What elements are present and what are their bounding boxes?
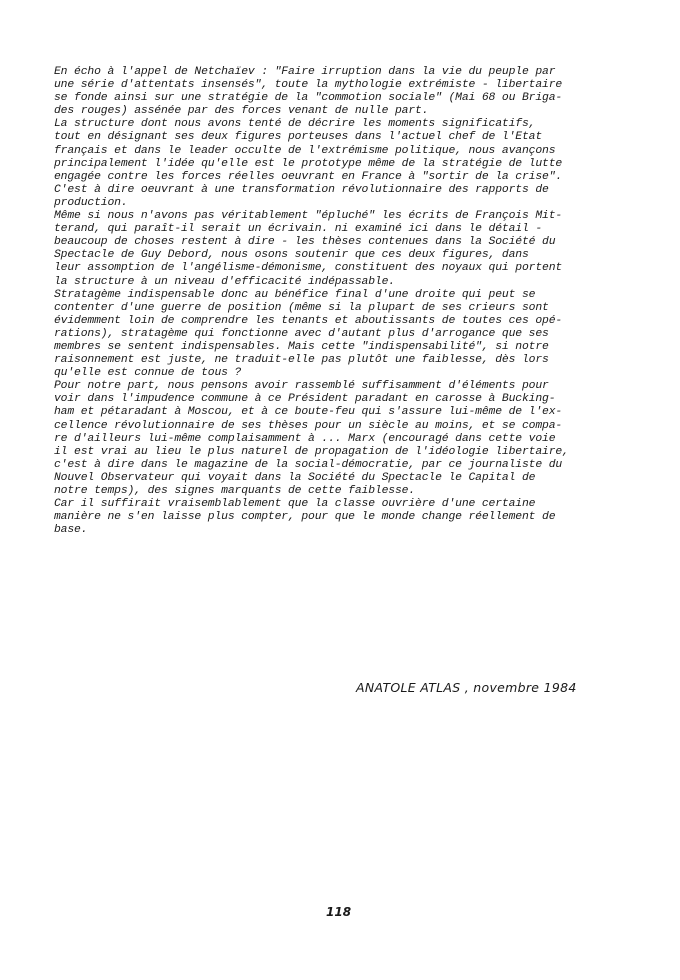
text-line: Même si nous n'avons pas véritablement "épluché" les écrits de François Mit- — [54, 210, 563, 223]
text-line: des rouges) assénée par des forces venant de nulle part. — [54, 105, 429, 118]
text-line: rations), stratagème qui fonctionne avec d'autant plus d'arrogance que ses — [54, 327, 549, 340]
text-line: Pour notre part, nous pensons avoir rassemblé suffisamment d'éléments pour — [54, 380, 549, 393]
text-line: Stratagème indispensable donc au bénéfice final d'une droite qui peut se — [54, 288, 536, 301]
text-line: notre temps), des signes marquants de cette faiblesse. — [54, 485, 416, 497]
text-line: base. — [54, 524, 88, 537]
text-line: re d'ailleurs lui-même complaisamment à ... Marx (encouragé dans cette voie — [54, 432, 556, 445]
text-line: tout en désignant ses deux figures porteuses dans l'actuel chef de l'Etat — [54, 131, 543, 144]
text-line: Car il suffirait vraisemblablement que la classe ouvrière d'une certaine — [54, 498, 536, 511]
text-line: Nouvel Observateur qui voyait dans la Société du Spectacle le Capital de — [54, 471, 536, 484]
author-signature: ANATOLE ATLAS , novembre 1984 — [356, 680, 577, 695]
text-line: une série d'attentats insensés", toute la mythologie extrémiste - libertaire — [54, 79, 563, 92]
text-line: il est vrai au lieu le plus naturel de propagation de l'idéologie libertaire, — [54, 445, 569, 458]
text-line: En écho à l'appel de Netchaïev : "Faire irruption dans la vie du peuple par — [54, 66, 556, 78]
text-line: cellence révolutionnaire de ses thèses pour un siècle au moins, et se compa- — [54, 419, 563, 432]
text-line: ham et pétaradant à Moscou, et à ce boute-feu qui s'assure lui-même de l'ex- — [54, 406, 563, 419]
text-line: français et dans le leader occulte de l'extrémisme politique, nous avançons — [54, 144, 556, 157]
text-line: terand, qui paraît-il serait un écrivain. ni examiné ici dans le détail - — [54, 223, 543, 236]
body-text — [54, 66, 640, 537]
text-line: raisonnement est juste, ne traduit-elle pas plutôt une faiblesse, dès lors — [54, 354, 549, 367]
text-line: La structure dont nous avons tenté de décrire les moments significatifs, — [54, 118, 536, 131]
text-line: engagée contre les forces réelles oeuvrant en France à "sortir de la crise". — [54, 170, 563, 183]
text-line: manière ne s'en laisse plus compter, pour que le monde change réellement de — [54, 511, 556, 524]
text-line: la structure à un niveau d'efficacité indépassable. — [54, 275, 395, 288]
text-line: se fonde ainsi sur une stratégie de la "commotion sociale" (Mai 68 ou Briga- — [54, 92, 563, 105]
text-line: leur assomption de l'angélisme-démonisme, constituent des noyaux qui portent — [54, 262, 563, 275]
text-line: membres se sentent indispensables. Mais cette "indispensabilité", si notre — [54, 340, 549, 353]
page-number: 118 — [326, 905, 352, 919]
text-line: contenter d'une guerre de position (même si la plupart de ses crieurs sont — [54, 301, 549, 314]
text-line: Spectacle de Guy Debord, nous osons soutenir que ces deux figures, dans — [54, 249, 529, 262]
text-line: voir dans l'impudence commune à ce Président paradant en carosse à Bucking- — [54, 393, 556, 406]
text-line: production. — [54, 196, 128, 209]
text-line: C'est à dire oeuvrant à une transformation révolutionnaire des rapports de — [54, 183, 549, 196]
text-line: principalement l'idée qu'elle est le prototype même de la stratégie de lutte — [54, 157, 563, 170]
text-line: beaucoup de choses restent à dire - les thèses contenues dans la Société du — [54, 236, 556, 249]
text-line: évidemment loin de comprendre les tenants et aboutissants de toutes ces opé- — [54, 314, 563, 327]
text-line: qu'elle est connue de tous ? — [54, 367, 242, 380]
text-line: c'est à dire dans le magazine de la social-démocratie, par ce journaliste du — [54, 458, 563, 471]
